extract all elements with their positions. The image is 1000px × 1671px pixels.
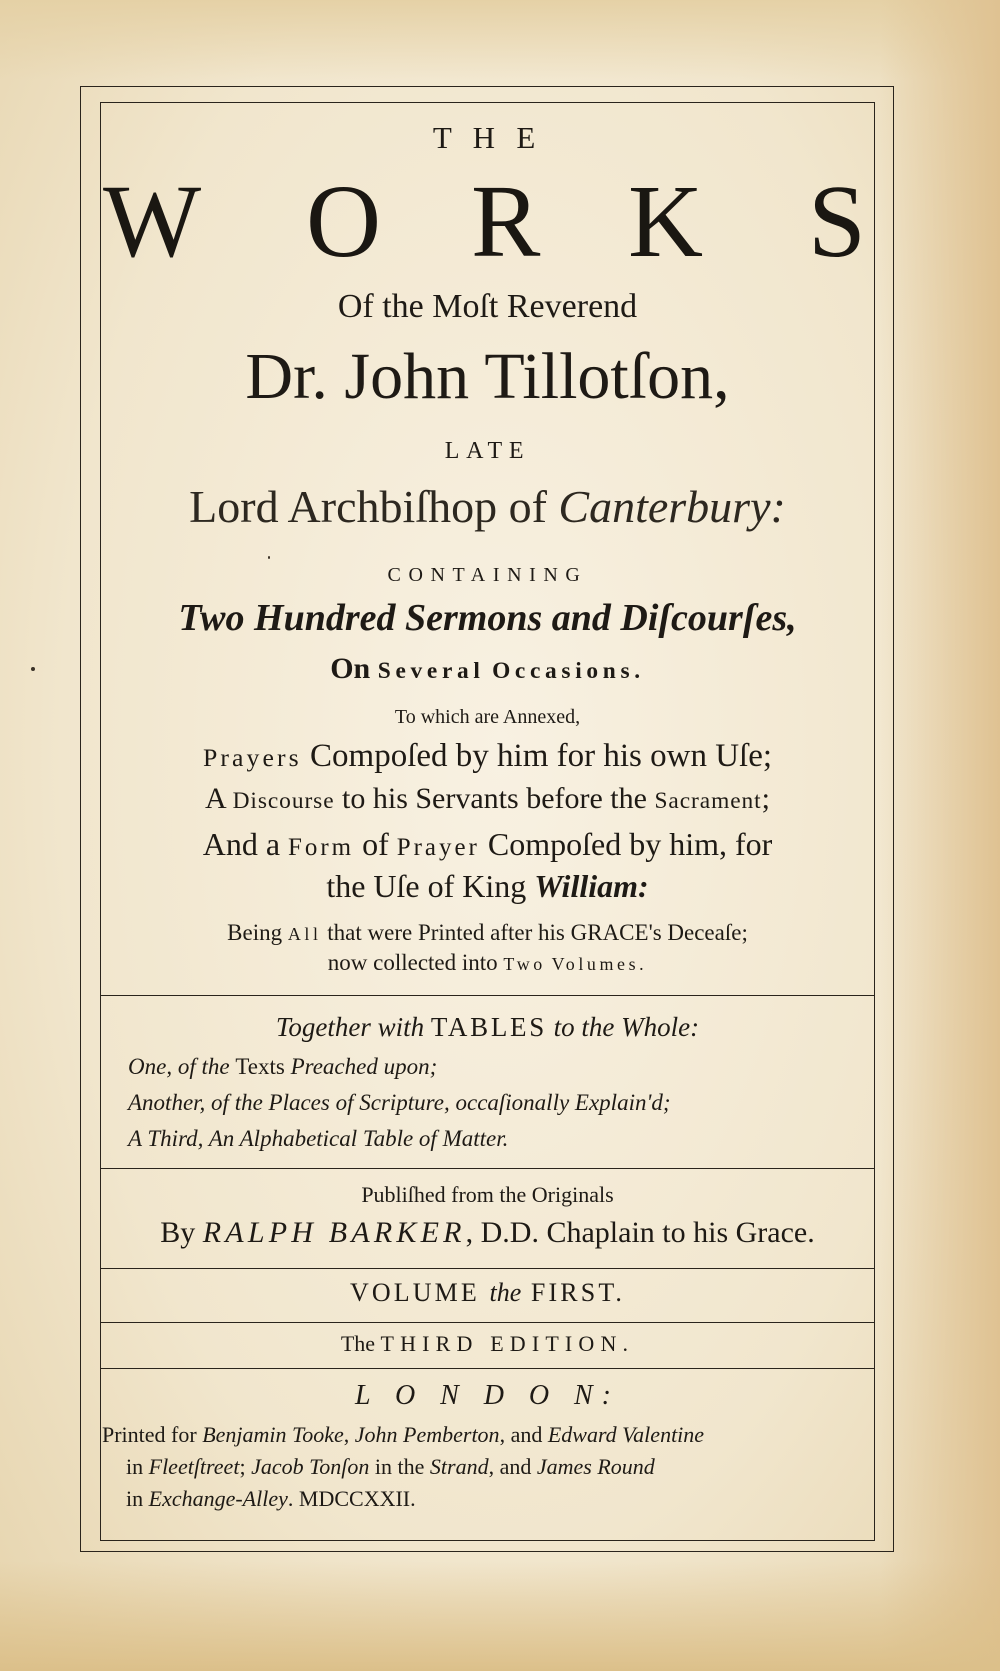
being-1: Being (227, 920, 288, 945)
imprint-alley: Exchange-Alley (148, 1486, 288, 1511)
collected-volumes: Volumes. (551, 954, 648, 974)
tables-one-a: One, of the (128, 1054, 236, 1079)
discourse-word: Discourse (232, 788, 335, 814)
occasions-several: Several (377, 658, 485, 684)
works-heading (100, 164, 875, 279)
discourse-line (100, 782, 875, 816)
imprint-line-2 (126, 1454, 875, 1480)
divider-rule (100, 1368, 875, 1369)
form-rest: Compoſed by him, for (479, 826, 773, 862)
office-line (100, 480, 875, 533)
imprint-year: . MDCCXXII. (287, 1486, 416, 1511)
imprint-line-1 (102, 1422, 875, 1448)
editor-name: RALPH BARKER (202, 1216, 466, 1249)
imprint-strand: Strand (429, 1454, 489, 1479)
being-all: All (287, 924, 322, 944)
edition-line (100, 1331, 875, 1357)
divider-rule (100, 1168, 875, 1169)
imprint-round: James Round (536, 1454, 655, 1479)
edition-the: The (340, 1331, 381, 1356)
imprint-and2: , and (488, 1454, 537, 1479)
sermons-line: Two Hundred Sermons and Diſcourſes, (178, 597, 797, 639)
tables-third: A Third, An Alphabetical Table of Matter. (128, 1126, 509, 1151)
the-heading: T H E (432, 120, 543, 155)
works-letter-k: K (628, 164, 704, 279)
use-of-king-line (100, 868, 875, 905)
imprint-and1: , and (499, 1422, 548, 1447)
occasions-word: Occasions. (492, 658, 645, 684)
tables-word: TABLES (430, 1012, 547, 1042)
volume-line (100, 1278, 875, 1308)
prayers-word: Prayers (202, 743, 302, 772)
sacrament-word: Sacrament (654, 788, 762, 814)
form-of: of (354, 826, 397, 862)
editor-line (100, 1216, 875, 1250)
collected-line (100, 950, 875, 976)
tables-one-c: Preached upon; (284, 1054, 438, 1079)
page-stain-top (0, 0, 1000, 80)
collected: now collected into (327, 950, 504, 975)
imprint-printed-for: Printed for (102, 1422, 203, 1447)
late-label: LATE (444, 438, 531, 464)
together-with: Together with (275, 1012, 425, 1042)
imprint-line-3 (126, 1486, 875, 1512)
imprint-in1: in (126, 1454, 149, 1479)
imprint-in-the: in the (369, 1454, 430, 1479)
edition-third: THIRD EDITION. (380, 1331, 635, 1356)
form-word: Form (288, 834, 355, 861)
collected-two: Two (503, 954, 546, 974)
imprint-fleetstreet: Fleetſtreet (148, 1454, 240, 1479)
form-and: And a (202, 826, 289, 862)
being-line (100, 920, 875, 946)
volume-a: VOLUME (349, 1278, 490, 1307)
prayers-rest: Compoſed by him for his own Uſe; (301, 738, 773, 774)
tables-one-b: Texts (235, 1054, 285, 1079)
volume-b: FIRST. (521, 1278, 626, 1307)
form-line (100, 826, 875, 863)
ink-speck (268, 556, 270, 559)
works-letter-r: R (471, 164, 541, 279)
form-prayer: Prayer (396, 834, 480, 861)
tables-another: Another, of the Places of Scripture, occaſionally Explain'd; (128, 1090, 671, 1115)
divider-rule (100, 995, 875, 996)
imprint-valentine: Edward Valentine (547, 1422, 705, 1447)
prayers-line (100, 738, 875, 775)
volume-the: the (489, 1278, 522, 1307)
of-the-most-reverend: Of the Moſt Reverend (337, 288, 638, 325)
published-line: Publiſhed from the Originals (361, 1182, 614, 1207)
editor-rest: , D.D. Chaplain to his Grace. (465, 1216, 815, 1249)
imprint-tonson: Jacob Tonſon (251, 1454, 370, 1479)
discourse-end: ; (761, 782, 770, 815)
office-place: Canterbury: (558, 481, 786, 532)
page-stain-right (880, 0, 1000, 1671)
discourse-rest: to his Servants before the (334, 782, 655, 815)
imprint-sep2: ; (239, 1454, 252, 1479)
works-letter-w: W (103, 164, 202, 279)
office-prefix: Lord Archbiſhop of (189, 481, 559, 532)
imprint-pemberton: John Pemberton (354, 1422, 500, 1447)
discourse-a: A (205, 782, 233, 815)
together-line (100, 1012, 875, 1043)
page-stain-bottom (0, 1561, 1000, 1671)
imprint-tooke: Benjamin Tooke (202, 1422, 344, 1447)
to-the-whole: to the Whole: (553, 1012, 700, 1042)
containing-label: CONTAINING (387, 564, 588, 586)
divider-rule (100, 1322, 875, 1323)
being-2: that were Printed after his GRACE's Deceaſe; (321, 920, 748, 945)
ink-speck (31, 667, 35, 671)
imprint-in2: in (126, 1486, 149, 1511)
divider-rule (100, 1268, 875, 1269)
imprint-sep1: , (343, 1422, 355, 1447)
occasions-line (100, 652, 875, 686)
works-letter-s: S (808, 164, 866, 279)
annexed-line: To which are Annexed, (394, 706, 581, 728)
use-of-king: the Uſe of King (326, 868, 535, 904)
editor-by: By (160, 1216, 203, 1249)
title-page-content (100, 102, 875, 1539)
works-letter-o: O (306, 164, 382, 279)
occasions-on: On (330, 652, 371, 685)
author-name: Dr. John Tillotſon, (245, 340, 730, 413)
king-name: William: (534, 868, 649, 904)
london-line: L O N D O N: (355, 1380, 620, 1411)
tables-one (128, 1054, 875, 1080)
